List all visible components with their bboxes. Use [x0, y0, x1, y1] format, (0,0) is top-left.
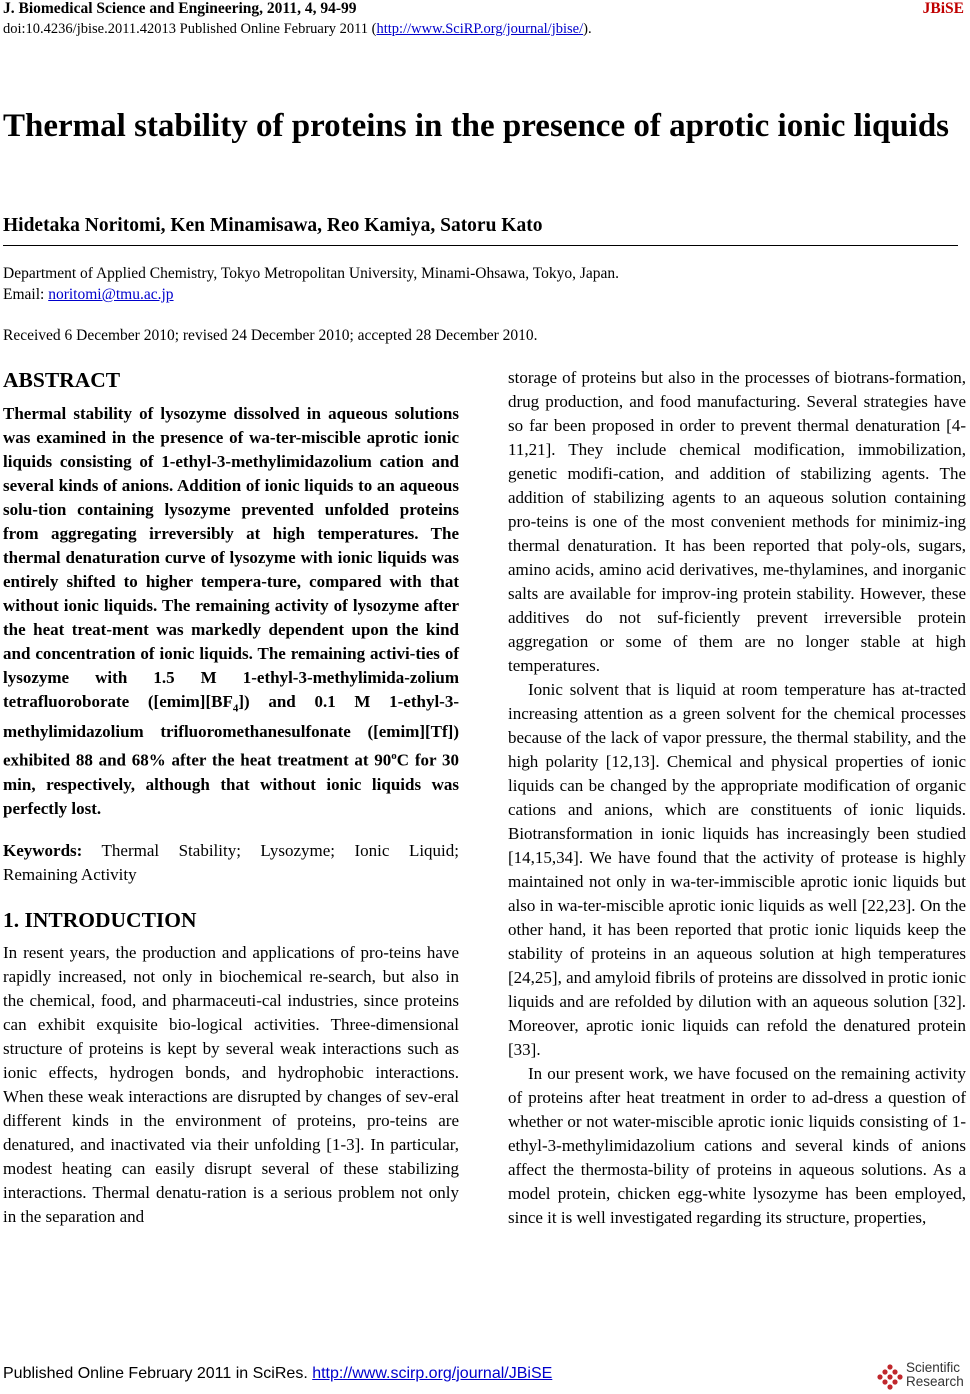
left-column — [3, 366, 459, 1229]
divider — [3, 245, 958, 246]
email-label: Email: — [3, 286, 49, 303]
journal-citation: J. Biomedical Science and Engineering, 2011, 4, 94-99 — [3, 0, 357, 17]
footer — [3, 1364, 552, 1384]
received-dates: Received 6 December 2010; revised 24 December 2010; accepted 28 December 2010. — [3, 327, 538, 344]
scientific-research-logo — [876, 1361, 966, 1393]
paper-title: Thermal stability of proteins in the presence of aprotic ionic liquids — [3, 108, 950, 144]
abstract-part-3: C for 30 min, respectively, although that without ionic liquids was perfectly lost. — [3, 751, 459, 819]
email-link[interactable]: noritomi@tmu.ac.jp — [48, 286, 174, 303]
subscript-4: 4 — [232, 702, 239, 715]
doi-line — [3, 20, 592, 38]
footer-text: Published Online February 2011 in SciRes. — [3, 1365, 313, 1382]
intro-paragraph-1-right: storage of proteins but also in the processes of biotrans-formation, drug production, and food manufacturing. Several strategies have so far been proposed in order to prevent thermal denaturation [4-11,21]. They include chemical modification, immobilization, genetic modifi-cation, and addition of stabilizing agents. The addition of stabilizing agents to an aqueous solution containing pro-teins is one of the most convenient methods for minimiz-ing thermal denaturation. It has been reported that poly-ols, sugars, amino acids, amino acid derivatives, me-thylamines, and inorganic salts are available for improv-ing protein stability. However, these additives do not suf-ficiently prevent irreversible protein aggregation or some of them are no longer stable at high temperatures. — [508, 368, 966, 675]
logo-text — [906, 1361, 964, 1389]
affiliation: Department of Applied Chemistry, Tokyo Metropolitan University, Minami-Ohsawa, Tokyo, Japan. — [3, 265, 620, 282]
intro-paragraph-2: Ionic solvent that is liquid at room temperature has at-tracted increasing attention as a green solvent for the chemical processes because of the lack of vapor pressure, the thermal stability, and the high polarity [12,13]. Chemical and physical properties of ionic liquids can be changed by the appropriate modification of organic cations and anions, which are constituents of ionic liquids. Biotransformation in ionic liquids has increasingly been studied [14,15,34]. We have found that the activity of protease is highly maintained not only in wa-ter-immiscible aprotic ionic liquids but also in wa-ter-miscible aprotic ionic liquids as well [22,23]. On the other hand, it has been reported that protic ionic liquids keep the stability of proteins in an aqueous solution at high temperatures [24,25], and amyloid fibrils of proteins are dissolved in protic ionic liquids and are refolded by dilution with an aqueous solution [32]. Moreover, aprotic ionic liquids can refold the denatured protein [33]. — [508, 680, 966, 1059]
right-column — [508, 366, 966, 1230]
keywords-text: Thermal Stability; Lysozyme; Ionic Liquid; Remaining Activity — [3, 841, 459, 885]
footer-link[interactable]: http://www.scirp.org/journal/JBiSE — [312, 1365, 553, 1382]
authors: Hidetaka Noritomi, Ken Minamisawa, Reo Kamiya, Satoru Kato — [3, 215, 543, 236]
abstract-part-2: ]) and 0.1 M 1-ethyl-3-methylimidazolium trifluoromethanesulfonate ([emim][Tf]) exhibited 88 and 68% after the heat treatment at 90 — [3, 692, 459, 771]
logo-line-2: Research — [906, 1374, 964, 1389]
email-line — [3, 285, 174, 305]
intro-paragraph-3: In our present work, we have focused on the remaining activity of proteins after heat treatment in order to ad-dress a question of whether or not water-miscible aprotic ionic liquids consisting of 1-ethyl-3-methylimidazolium cations and several kinds of anions affect the thermosta-bility of proteins in aqueous solutions. As a model protein, chicken egg-white lysozyme has been employed, since it is well investigated regarding its structure, properties, — [508, 1064, 966, 1227]
intro-paragraph-1-left: In resent years, the production and applications of pro-teins have rapidly increased, not only in biochemical re-search, but also in the chemical, food, and pharmaceuti-cal industries, since proteins can exhibit exquisite bio-logical activities. Three-dimensional structure of proteins is kept by several weak interactions such as ionic effects, hydrogen bonds, and hydrophobic interactions. When these weak interactions are disrupted by changes of sev-eral different kinds in the environment of proteins, pro-teins are denatured, and inactivated via their unfolding [1-3]. In particular, modest heating can easily disrupt several of these stabilizing interactions. Thermal denatu-ration is a serious problem not only in the separation and — [3, 943, 459, 1227]
doi-close: ). — [583, 21, 592, 37]
journal-link[interactable]: http://www.SciRP.org/journal/jbise/ — [376, 21, 584, 37]
superscript-o: o — [391, 750, 397, 763]
abstract-heading: ABSTRACT — [3, 368, 121, 392]
intro-heading: 1. INTRODUCTION — [3, 908, 197, 933]
doi-text: doi:10.4236/jbise.2011.42013 Published Online February 2011 ( — [3, 21, 377, 37]
keywords-label: Keywords: — [3, 841, 83, 861]
keywords — [3, 839, 459, 887]
logo-mark-icon — [876, 1363, 904, 1391]
journal-abbrev: JBiSE — [922, 0, 964, 17]
logo-line-1: Scientific — [906, 1360, 961, 1375]
abstract-text — [3, 402, 459, 821]
abstract-part-1: Thermal stability of lysozyme dissolved in aqueous solutions was examined in the presence of wa-ter-miscible aprotic ionic liquids consisting of 1-ethyl-3-methylimidazolium cation and several kinds of anions. Addition of ionic liquids to an aqueous solu-tion containing lysozyme prevented unfolded proteins from aggregating irreversibly at high temperatures. The thermal denaturation curve of lysozyme with ionic liquids was entirely shifted to higher tempera-ture, compared with that without ionic liquids. The remaining activity of lysozyme after the heat treat-ment was markedly dependent upon the kind and concentration of ionic liquids. The remaining activi-ties of lysozyme with 1.5 M 1-ethyl-3-methylimida-zolium tetrafluoroborate ([emim][BF — [3, 404, 459, 711]
